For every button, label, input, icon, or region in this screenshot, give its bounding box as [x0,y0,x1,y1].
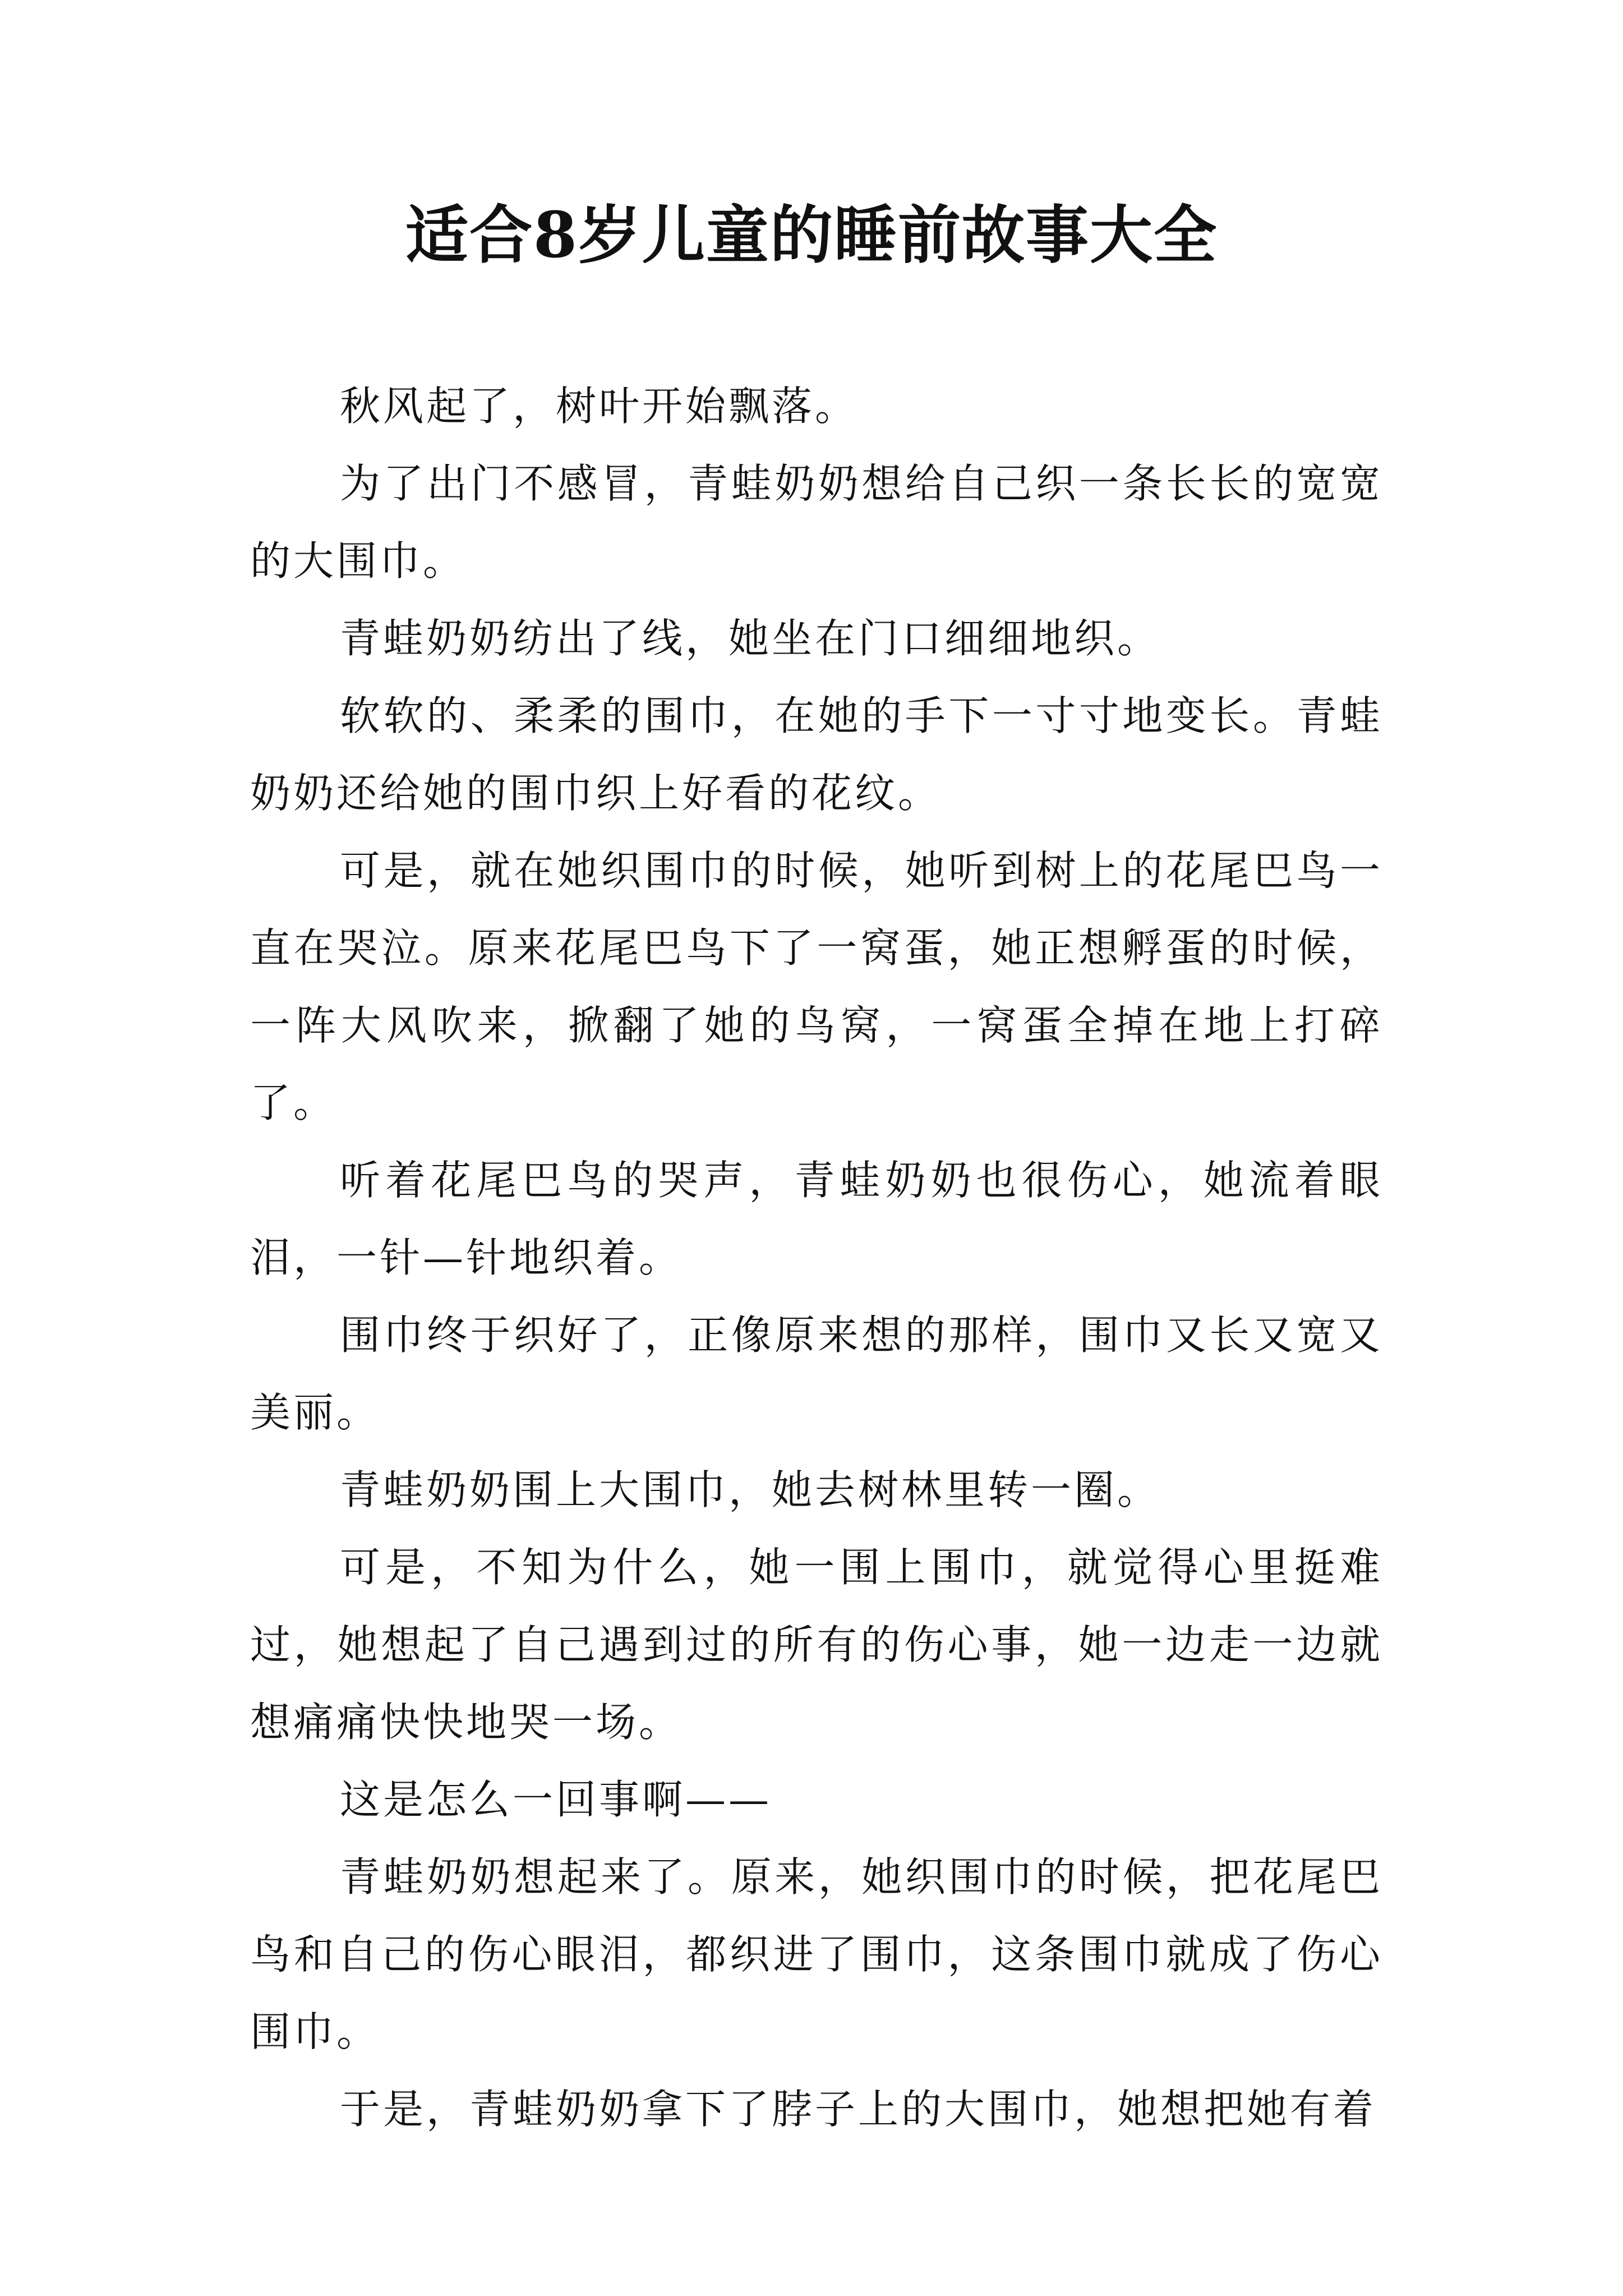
document-title: 适合8岁儿童的睡前故事大全 [405,199,1218,272]
paragraph: 青蛙奶奶围上大围巾，她去树林里转一圈。 [340,1466,1161,1513]
paragraph: 这是怎么一回事啊—— [340,1776,772,1823]
paragraph: 软软的、柔柔的围巾，在她的手下一寸寸地变长。青蛙奶奶还给她的围巾织上好看的花纹。 [250,692,1383,817]
paragraph: 可是，不知为什么，她一围上围巾，就觉得心里挺难过，她想起了自己遇到过的所有的伤心事，她一边走一边就想痛痛快快地哭一场。 [250,1544,1383,1746]
paragraph: 秋风起了，树叶开始飘落。 [340,383,859,430]
paragraph: 于是，青蛙奶奶拿下了脖子上的大围巾，她想把她有着 [340,2086,1377,2133]
document-body [250,367,1383,2148]
paragraph: 青蛙奶奶想起来了。原来，她织围巾的时候，把花尾巴鸟和自己的伤心眼泪，都织进了围巾，这条围巾就成了伤心围巾。 [250,1853,1383,2055]
paragraph: 听着花尾巴鸟的哭声，青蛙奶奶也很伤心，她流着眼泪，一针—针地织着。 [250,1157,1383,1281]
paragraph: 为了出门不感冒，青蛙奶奶想给自己织一条长长的宽宽的大围巾。 [250,460,1383,585]
paragraph: 青蛙奶奶纺出了线，她坐在门口细细地织。 [340,615,1161,662]
paragraph: 围巾终于织好了，正像原来想的那样，围巾又长又宽又美丽。 [250,1312,1383,1436]
paragraph: 可是，就在她织围巾的时候，她听到树上的花尾巴鸟一直在哭泣。原来花尾巴鸟下了一窝蛋，她正想孵蛋的时候，一阵大风吹来，掀翻了她的鸟窝，一窝蛋全掉在地上打碎了。 [250,847,1383,1126]
